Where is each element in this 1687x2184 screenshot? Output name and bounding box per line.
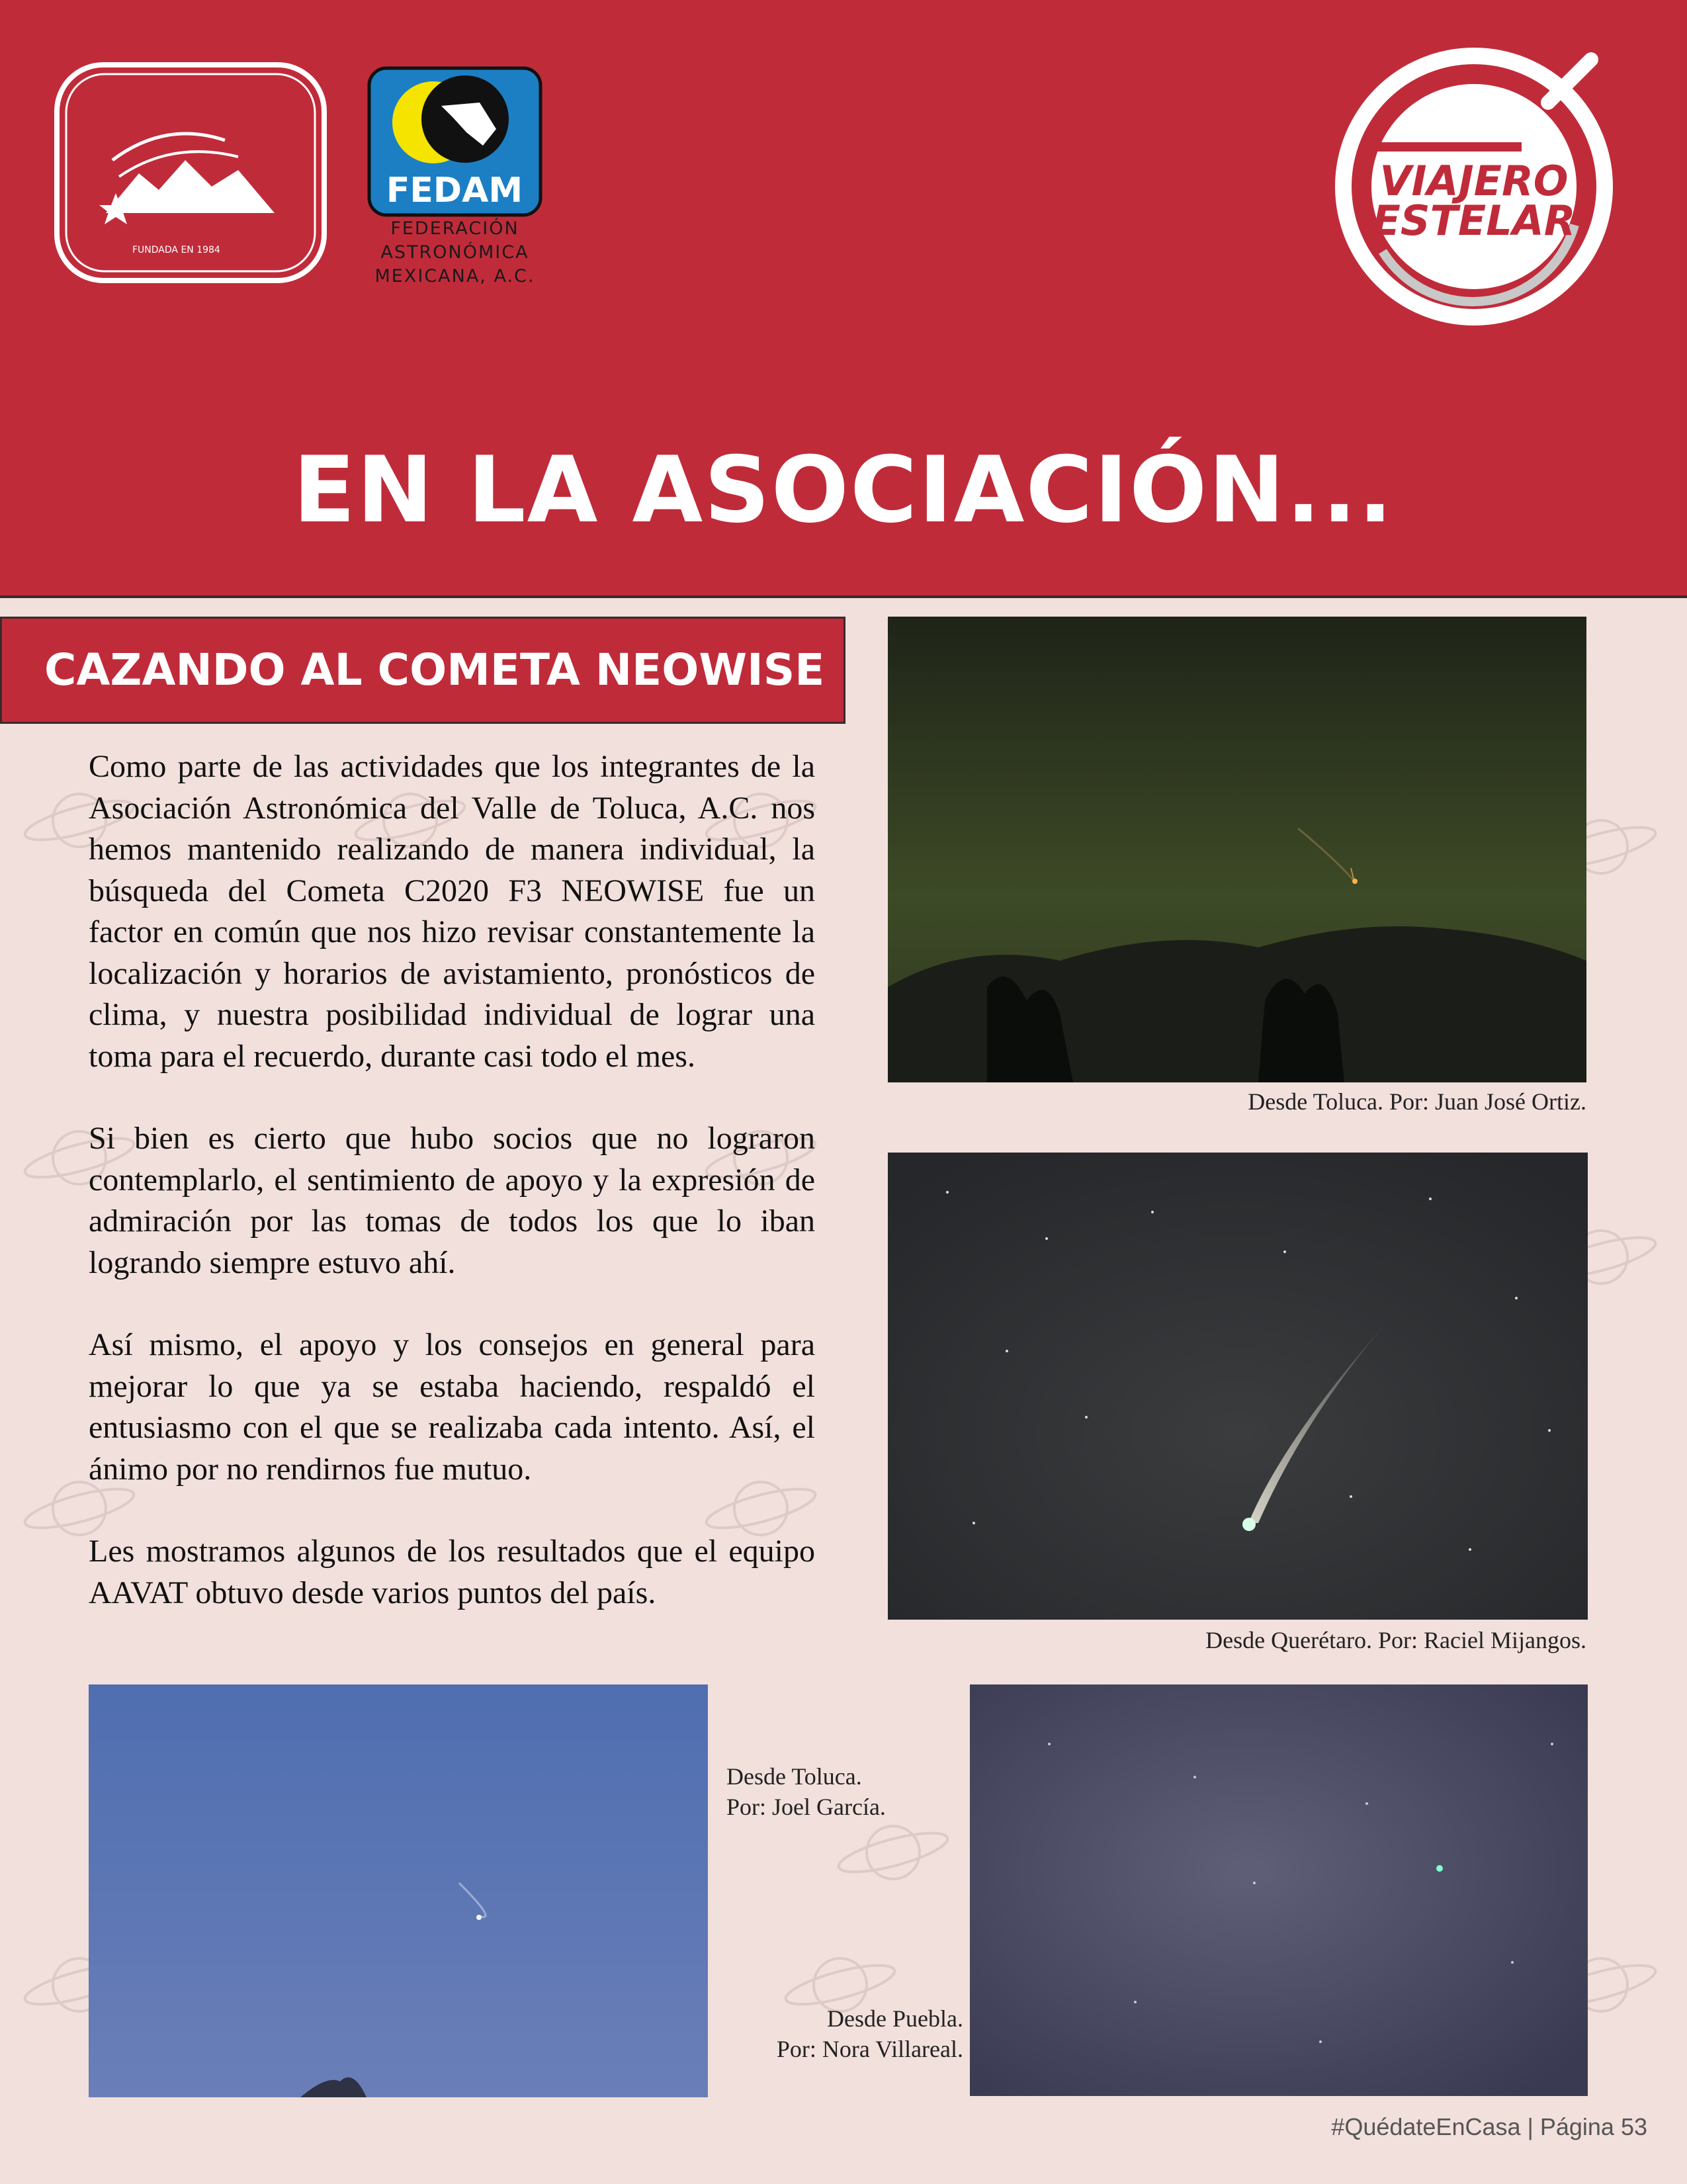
- page-header: [0, 0, 1687, 598]
- aavat-logo: [53, 61, 328, 284]
- svg-text:VIAJERO: VIAJERO: [1379, 157, 1569, 205]
- photo-toluca-ortiz: [888, 617, 1586, 1082]
- photo-caption: [726, 1761, 925, 1822]
- caption-line: Desde Toluca.: [726, 1763, 862, 1790]
- fedam-subtitle: [354, 217, 556, 288]
- viajero-estelar-logo: [1330, 33, 1631, 331]
- article-body: [89, 746, 815, 1655]
- fedam-sub-line: MEXICANA, A.C.: [374, 266, 535, 286]
- paragraph: Así mismo, el apoyo y los consejos en general para mejorar lo que ya se estaba haciendo, respaldó el entusiasmo con el que se realizaba cada intento. Así, el ánimo por no rendirnos fue mutuo.: [89, 1327, 815, 1487]
- svg-text:FUNDADA EN 1984: FUNDADA EN 1984: [132, 245, 220, 255]
- paragraph: Les mostramos algunos de los resultados que el equipo AAVAT obtuvo desde varios puntos del país.: [89, 1534, 815, 1610]
- paragraph: Como parte de las actividades que los integrantes de la Asociación Astronómica del Valle de Toluca, A.C. nos hemos mantenido realizando de manera individual, la búsqueda del Cometa C2020 F3 NEOWISE fue un factor en común que nos hizo revisar constantemente la localización y horarios de avistamiento, pronósticos de clima, y nuestra posibilidad individual de lograr una toma para el recuerdo, durante casi todo el mes.: [89, 749, 815, 1074]
- caption-line: Por: Joel García.: [726, 1794, 886, 1820]
- photo-caption: Desde Toluca. Por: Juan José Ortiz.: [1248, 1088, 1586, 1115]
- section-title: CAZANDO AL COMETA NEOWISE: [0, 617, 845, 724]
- photo-caption: Desde Querétaro. Por: Raciel Mijangos.: [1205, 1627, 1586, 1653]
- page-title: EN LA ASOCIACIÓN...: [292, 437, 1395, 543]
- paragraph: Si bien es cierto que hubo socios que no lograron contemplarlo, el sentimiento de apoyo y la expresión de admiración por las tomas de todos los que lo iban logrando siempre estuvo ahí.: [89, 1121, 815, 1280]
- page-footer: #QuédateEnCasa | Página 53: [1331, 2113, 1647, 2140]
- photo-queretaro: [888, 1153, 1588, 1620]
- fedam-sub-line: ASTRONÓMICA: [380, 242, 529, 263]
- photo-puebla: [970, 1684, 1588, 2096]
- svg-text:ESTELAR: ESTELAR: [1372, 197, 1576, 245]
- photo-caption: [728, 2003, 963, 2064]
- photo-toluca-garcia: [89, 1684, 708, 2097]
- caption-line: Por: Nora Villareal.: [776, 2036, 963, 2062]
- svg-text:FEDAM: FEDAM: [386, 171, 523, 210]
- fedam-sub-line: FEDERACIÓN: [390, 218, 519, 239]
- fedam-logo: [367, 66, 542, 217]
- caption-line: Desde Puebla.: [827, 2005, 963, 2032]
